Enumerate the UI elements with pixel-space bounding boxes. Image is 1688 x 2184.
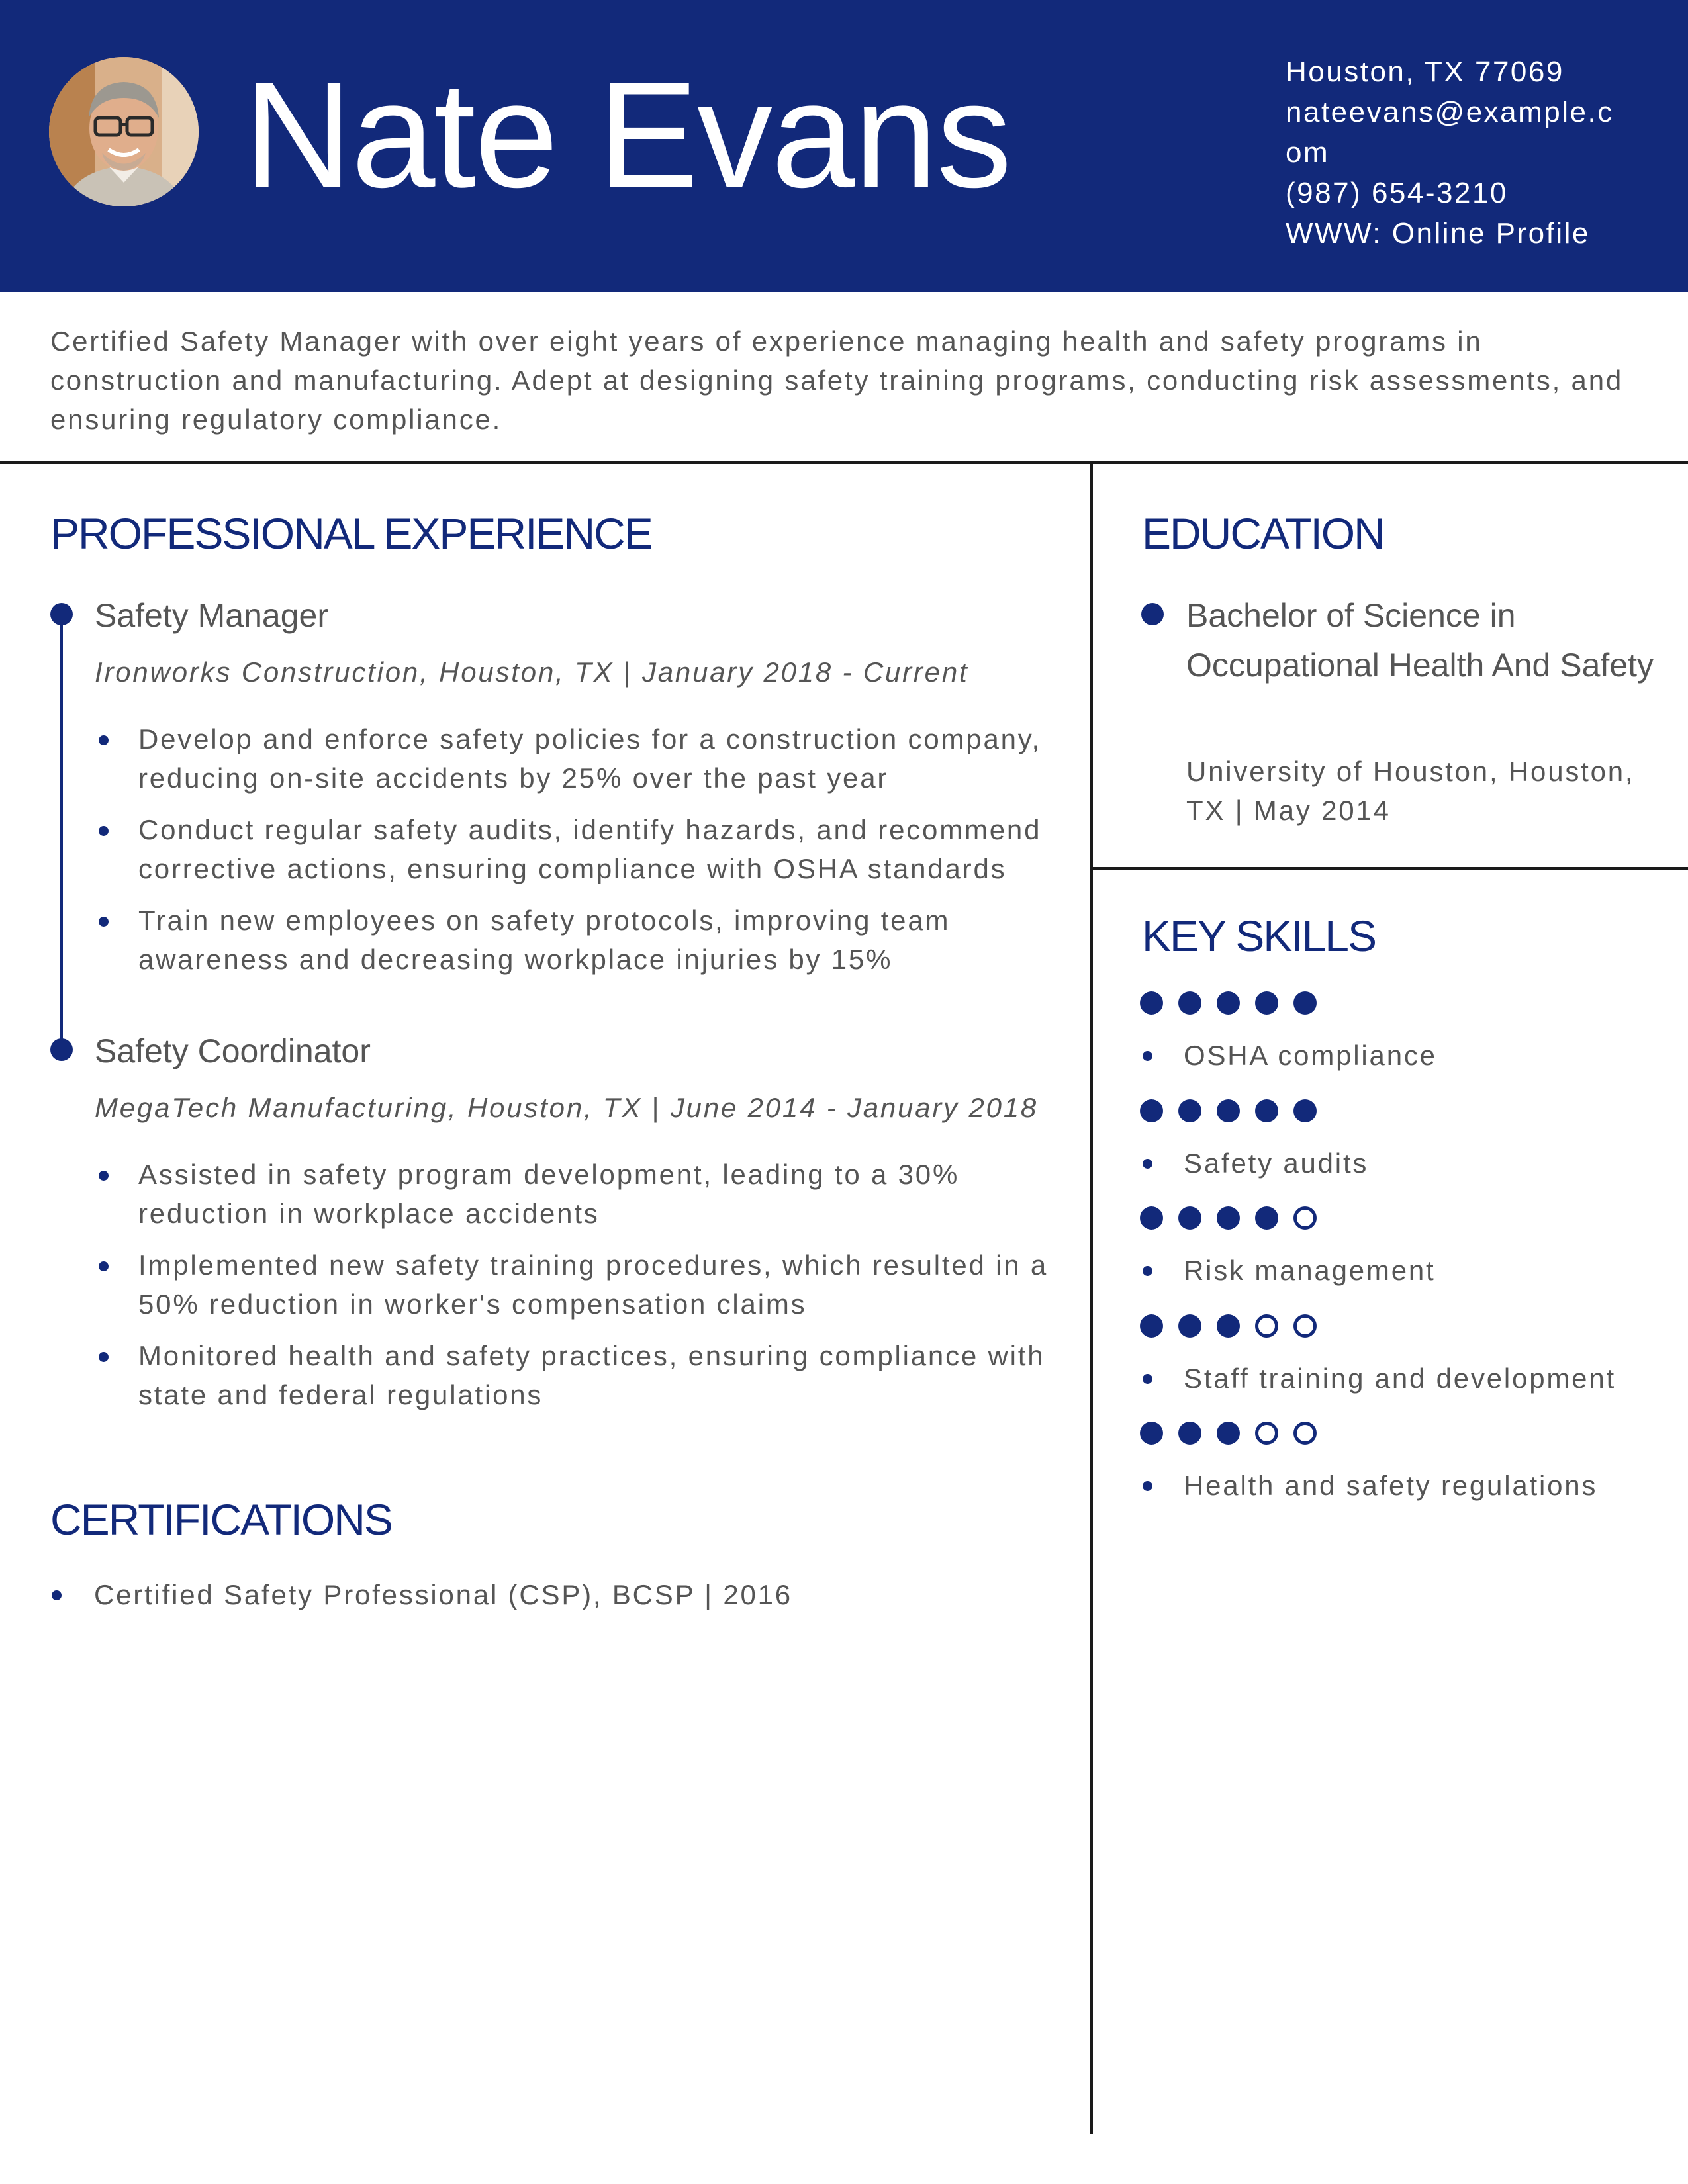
rating-dot-filled: [1217, 991, 1240, 1015]
rating-dot-filled: [1217, 1314, 1240, 1338]
skill-rating: [1140, 1314, 1616, 1338]
timeline-line: [60, 614, 63, 1051]
skills-heading: KEY SKILLS: [1142, 911, 1376, 960]
rating-dot-filled: [1140, 1206, 1163, 1230]
rating-dot-filled: [1140, 1422, 1163, 1445]
rating-dot-empty: [1255, 1422, 1278, 1445]
rating-dot-filled: [1255, 991, 1278, 1015]
job-dates: January 2018 - Current: [641, 657, 969, 688]
skill-item: [1140, 991, 1437, 1073]
skill-item: [1140, 1099, 1368, 1181]
skill-rating: [1140, 1206, 1435, 1230]
skill-rating: [1140, 1099, 1368, 1122]
list-item: Conduct regular safety audits, identify hazards, and recommend corrective actions, ensuring compliance with OSHA standards: [95, 810, 1074, 888]
timeline-dot: [50, 603, 73, 625]
job-meta: MegaTech Manufacturing, Houston, TX | June 2014 - January 2018: [95, 1092, 1039, 1123]
job-title: Safety Manager: [95, 597, 328, 634]
rating-dot-filled: [1178, 1422, 1201, 1445]
contact-email[interactable]: nateevans@example.com: [1286, 96, 1614, 169]
rating-dot-empty: [1293, 1206, 1317, 1230]
skill-item: [1140, 1206, 1435, 1289]
column-divider: [1090, 463, 1093, 2134]
rating-dot-filled: [1217, 1099, 1240, 1122]
job-location: Houston, TX: [467, 1092, 643, 1123]
job-company: Ironworks Construction: [95, 657, 420, 688]
job-bullets: [95, 719, 1074, 991]
header-banner: [0, 0, 1688, 292]
skill-rating: [1140, 1421, 1597, 1445]
rating-dot-filled: [1255, 1206, 1278, 1230]
education-dot: [1141, 603, 1164, 625]
professional-summary: Certified Safety Manager with over eight years of experience managing health and safety programs in construction and manufacturing. Adept at designing safety training programs, conducting risk assessments, and ensuring regulatory compliance.: [50, 326, 1624, 435]
job-dates: June 2014 - January 2018: [670, 1092, 1039, 1123]
job-location: Houston, TX: [439, 657, 614, 688]
rating-dot-filled: [1178, 1099, 1201, 1122]
skill-item: [1140, 1421, 1597, 1504]
rating-dot-filled: [1140, 1314, 1163, 1338]
contact-phone: (987) 654-3210: [1286, 177, 1508, 209]
rating-dot-filled: [1217, 1206, 1240, 1230]
rating-dot-empty: [1255, 1314, 1278, 1338]
job-title: Safety Coordinator: [95, 1032, 371, 1069]
skill-name: Safety audits: [1140, 1146, 1368, 1181]
education-heading: EDUCATION: [1142, 509, 1384, 558]
candidate-name: Nate Evans: [244, 51, 1011, 219]
list-item: Monitored health and safety practices, ensuring compliance with state and federal regulations: [95, 1336, 1074, 1414]
job-meta: Ironworks Construction, Houston, TX | January 2018 - Current: [95, 657, 969, 688]
profile-photo: [49, 57, 199, 206]
rating-dot-filled: [1293, 991, 1317, 1015]
list-item: Train new employees on safety protocols, improving team awareness and decreasing workplace injuries by 15%: [95, 901, 1074, 979]
education-degree: Bachelor of Science in Occupational Health And Safety: [1186, 597, 1654, 684]
list-item: Assisted in safety program development, leading to a 30% reduction in workplace accidents: [95, 1155, 1074, 1233]
skill-item: [1140, 1314, 1616, 1396]
contact-block: [1286, 52, 1630, 253]
skill-name: Health and safety regulations: [1140, 1468, 1597, 1504]
rating-dot-filled: [1293, 1099, 1317, 1122]
rating-dot-filled: [1217, 1422, 1240, 1445]
certifications-heading: CERTIFICATIONS: [50, 1495, 392, 1544]
contact-website-link[interactable]: WWW: Online Profile: [1286, 217, 1590, 250]
job-bullets: [95, 1155, 1074, 1427]
rating-dot-filled: [1255, 1099, 1278, 1122]
contact-location: Houston, TX 77069: [1286, 56, 1564, 88]
education-school: University of Houston, Houston, TX | May 2014: [1186, 756, 1635, 826]
certifications-list: [50, 1575, 792, 1614]
education-divider: [1092, 867, 1688, 870]
rating-dot-filled: [1140, 991, 1163, 1015]
summary-divider: [0, 461, 1688, 464]
list-item: Implemented new safety training procedures, which resulted in a 50% reduction in worker's compensation claims: [95, 1246, 1074, 1324]
skill-name: Staff training and development: [1140, 1361, 1616, 1396]
rating-dot-filled: [1178, 991, 1201, 1015]
list-item: Develop and enforce safety policies for a construction company, reducing on-site accidents by 25% over the past year: [95, 719, 1074, 797]
rating-dot-filled: [1178, 1206, 1201, 1230]
list-item: Certified Safety Professional (CSP), BCSP | 2016: [50, 1575, 792, 1614]
experience-heading: PROFESSIONAL EXPERIENCE: [50, 509, 652, 558]
skill-name: Risk management: [1140, 1253, 1435, 1289]
rating-dot-empty: [1293, 1314, 1317, 1338]
timeline-dot: [50, 1038, 73, 1061]
rating-dot-filled: [1140, 1099, 1163, 1122]
rating-dot-empty: [1293, 1422, 1317, 1445]
job-company: MegaTech Manufacturing: [95, 1092, 448, 1123]
skill-name: OSHA compliance: [1140, 1038, 1437, 1073]
rating-dot-filled: [1178, 1314, 1201, 1338]
skill-rating: [1140, 991, 1437, 1015]
